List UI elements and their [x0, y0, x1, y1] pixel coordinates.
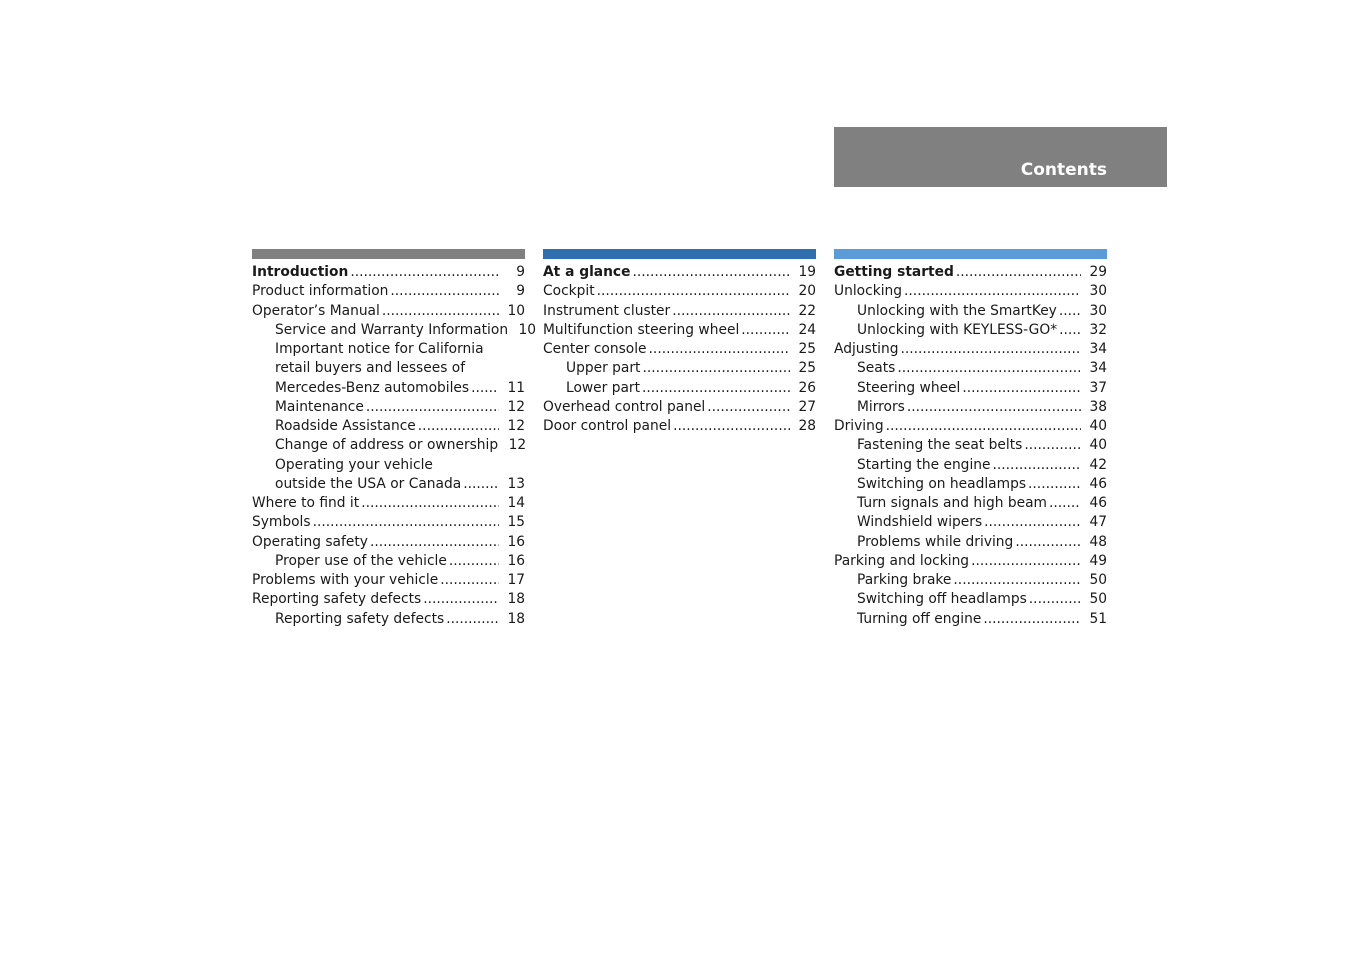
- toc-entry-title: Fastening the seat belts: [857, 437, 1023, 454]
- toc-entry[interactable]: [543, 417, 816, 436]
- toc-entry[interactable]: [252, 321, 537, 340]
- toc-leader-dots: [1029, 590, 1081, 609]
- toc-leader-dots: [463, 475, 499, 494]
- toc-entry-page: 25: [798, 341, 816, 357]
- toc-entry-title: Multifunction steering wheel: [543, 321, 740, 338]
- toc-entry-page: 10: [507, 302, 525, 319]
- toc-entry-page: 25: [798, 360, 816, 377]
- toc-entry[interactable]: [252, 417, 525, 436]
- toc-entry-title: Introduction: [252, 264, 349, 280]
- toc-entry-page: 50: [1089, 572, 1107, 588]
- toc-leader-dots: [993, 456, 1081, 475]
- toc-leader-dots: [632, 263, 790, 282]
- toc-entry-title: Problems with your vehicle: [252, 572, 439, 588]
- toc-entry-title: Windshield wipers: [857, 514, 983, 531]
- toc-leader-dots: [446, 610, 499, 629]
- toc-leader-dots: [971, 552, 1081, 571]
- toc-entry[interactable]: [834, 379, 1107, 398]
- toc-entry-page: 14: [507, 495, 525, 511]
- toc-entry-title: Problems while driving: [857, 533, 1014, 550]
- page-title: Contents: [1020, 160, 1107, 180]
- toc-leader-dots: [366, 398, 499, 417]
- toc-entries: [834, 263, 1107, 629]
- toc-entry-title: Switching on headlamps: [857, 475, 1027, 492]
- toc-entry[interactable]: [834, 340, 1107, 359]
- toc-entry[interactable]: [252, 282, 525, 301]
- toc-leader-dots: [1059, 302, 1081, 321]
- toc-entry[interactable]: [834, 571, 1107, 590]
- toc-entry[interactable]: [252, 302, 525, 321]
- toc-entry-page: 19: [798, 264, 816, 280]
- toc-leader-dots: [471, 379, 499, 398]
- toc-entry-title: Turning off engine: [857, 610, 982, 627]
- toc-entry-page: 46: [1089, 475, 1107, 492]
- toc-entry-page: 32: [1089, 321, 1107, 338]
- toc-entry[interactable]: [252, 379, 525, 398]
- toc-entry-title: Proper use of the vehicle: [275, 552, 447, 569]
- toc-entry-title: Unlocking: [834, 283, 903, 300]
- toc-entry[interactable]: [834, 533, 1107, 552]
- toc-entry-title: Switching off headlamps: [857, 591, 1027, 608]
- toc-entries: [543, 263, 816, 436]
- toc-entry[interactable]: [252, 436, 525, 455]
- toc-entry[interactable]: [543, 302, 816, 321]
- toc-leader-dots: [1015, 533, 1081, 552]
- toc-entry-title: Cockpit: [543, 283, 595, 300]
- toc-column-at-a-glance: [543, 249, 816, 436]
- toc-entry-title: Change of address or ownership: [275, 437, 499, 454]
- toc-entry-page: 17: [507, 572, 525, 588]
- toc-entry-title: Starting the engine: [857, 456, 991, 473]
- toc-entry-page: 50: [1089, 591, 1107, 608]
- toc-entry-title: Steering wheel: [857, 379, 961, 396]
- toc-leader-dots: [984, 513, 1081, 532]
- toc-leader-dots: [390, 282, 499, 301]
- toc-leader-dots: [449, 552, 499, 571]
- toc-entry-page: 18: [507, 610, 525, 627]
- section-bar: [834, 249, 1107, 259]
- toc-entry-page: 40: [1089, 418, 1107, 434]
- toc-leader-dots: [956, 263, 1081, 282]
- toc-leader-dots: [597, 282, 790, 301]
- toc-leader-dots: [673, 417, 790, 436]
- toc-leader-dots: [953, 571, 1081, 590]
- toc-entry[interactable]: [252, 513, 525, 532]
- toc-entry-page: 30: [1089, 283, 1107, 300]
- toc-entry[interactable]: [834, 359, 1107, 378]
- toc-entry-title: Service and Warranty Information: [275, 321, 509, 338]
- toc-entry[interactable]: [834, 456, 1107, 475]
- toc-entry-page: 10: [518, 321, 537, 338]
- toc-entry-page: 12: [508, 437, 527, 454]
- toc-entry-title: Operating safety: [252, 533, 368, 550]
- toc-entry-page: 20: [798, 283, 816, 300]
- toc-entry[interactable]: [834, 282, 1107, 301]
- toc-leader-dots: [983, 610, 1081, 629]
- toc-leader-dots: [904, 282, 1081, 301]
- toc-entries: [252, 263, 537, 629]
- toc-leader-dots: [649, 340, 790, 359]
- toc-leader-dots: [642, 379, 790, 398]
- toc-leader-dots: [361, 494, 499, 513]
- toc-entry-page: 48: [1089, 533, 1107, 550]
- toc-leader-dots: [886, 417, 1081, 436]
- toc-entry[interactable]: [834, 398, 1107, 417]
- toc-entry-title: Parking brake: [857, 572, 952, 588]
- toc-entry[interactable]: [252, 456, 525, 475]
- toc-entry[interactable]: [543, 263, 816, 282]
- toc-leader-dots: [907, 398, 1081, 417]
- toc-entry-page: 26: [798, 379, 816, 396]
- toc-entry[interactable]: [252, 475, 525, 494]
- toc-entry[interactable]: [543, 359, 816, 378]
- toc-entry-page: 13: [507, 475, 525, 492]
- toc-entry[interactable]: [834, 417, 1107, 436]
- toc-entry-title: Roadside Assistance: [275, 418, 416, 434]
- toc-entry-title: Center console: [543, 341, 647, 357]
- toc-entry-title: Maintenance: [275, 398, 364, 415]
- toc-entry[interactable]: [834, 321, 1107, 340]
- toc-entry-page: 22: [798, 302, 816, 319]
- toc-entry[interactable]: [252, 552, 525, 571]
- toc-entry-title: Reporting safety defects: [252, 591, 422, 608]
- toc-leader-dots: [897, 359, 1081, 378]
- contents-header: [834, 127, 1167, 187]
- toc-entry-title: outside the USA or Canada: [275, 475, 462, 492]
- toc-entry[interactable]: [543, 398, 816, 417]
- toc-entry-page: 16: [507, 552, 525, 569]
- toc-column-getting-started: [834, 249, 1107, 629]
- toc-entry-page: 11: [507, 379, 525, 396]
- toc-entry-page: 51: [1089, 610, 1107, 627]
- toc-leader-dots: [440, 571, 499, 590]
- toc-entry[interactable]: [834, 475, 1107, 494]
- toc-leader-dots: [741, 321, 790, 340]
- toc-leader-dots: [707, 398, 790, 417]
- toc-entry-title: retail buyers and lessees of: [275, 360, 466, 377]
- toc-entry[interactable]: [252, 494, 525, 513]
- toc-entry-title: Seats: [857, 360, 896, 377]
- toc-entry[interactable]: [834, 436, 1107, 455]
- toc-leader-dots: [900, 340, 1081, 359]
- toc-entry-title: Turn signals and high beam: [857, 495, 1047, 511]
- toc-leader-dots: [370, 533, 499, 552]
- toc-leader-dots: [418, 417, 499, 436]
- toc-entry[interactable]: [543, 379, 816, 398]
- toc-entry-page: 34: [1089, 360, 1107, 377]
- toc-entry[interactable]: [834, 590, 1107, 609]
- toc-entry[interactable]: [834, 513, 1107, 532]
- toc-column-introduction: [252, 249, 537, 629]
- toc-entry[interactable]: [543, 282, 816, 301]
- toc-entry-title: Reporting safety defects: [275, 610, 445, 627]
- toc-entry-page: 15: [507, 514, 525, 531]
- toc-entry-title: Symbols: [252, 514, 311, 531]
- toc-leader-dots: [672, 302, 790, 321]
- toc-entry-page: 27: [798, 398, 816, 415]
- toc-entry-page: 37: [1089, 379, 1107, 396]
- toc-leader-dots: [1028, 475, 1081, 494]
- toc-entry[interactable]: [834, 263, 1107, 282]
- toc-leader-dots: [962, 379, 1081, 398]
- toc-entry[interactable]: [252, 340, 525, 359]
- toc-entry-page: 24: [798, 321, 816, 338]
- toc-entry-page: 18: [507, 591, 525, 608]
- toc-entry-title: Operating your vehicle: [275, 456, 433, 473]
- toc-entry-title: Overhead control panel: [543, 398, 706, 415]
- toc-entry[interactable]: [252, 610, 525, 629]
- toc-entry-title: Upper part: [566, 360, 641, 377]
- toc-entry-page: 49: [1089, 552, 1107, 569]
- toc-entry-title: Parking and locking: [834, 552, 970, 569]
- toc-leader-dots: [642, 359, 790, 378]
- toc-entry-title: Mercedes-Benz automobiles: [275, 379, 470, 396]
- toc-entry-page: 30: [1089, 302, 1107, 319]
- toc-entry-title: Lower part: [566, 379, 641, 396]
- toc-entry-page: 34: [1089, 341, 1107, 357]
- toc-entry-page: 38: [1089, 398, 1107, 415]
- toc-entry-page: 40: [1089, 437, 1107, 454]
- toc-entry-title: Adjusting: [834, 341, 899, 357]
- toc-entry[interactable]: [834, 494, 1107, 513]
- toc-entry-title: Mirrors: [857, 398, 905, 415]
- toc-entry[interactable]: [252, 398, 525, 417]
- toc-entry-page: 9: [516, 283, 525, 300]
- toc-leader-dots: [1024, 436, 1081, 455]
- toc-entry-title: Driving: [834, 418, 884, 434]
- toc-leader-dots: [382, 302, 499, 321]
- toc-entry-page: 12: [507, 398, 525, 415]
- toc-entry-page: 9: [516, 264, 525, 280]
- toc-entry-title: Door control panel: [543, 418, 672, 434]
- toc-entry[interactable]: [252, 359, 525, 378]
- toc-entry[interactable]: [543, 321, 816, 340]
- toc-entry-page: 28: [798, 418, 816, 434]
- toc-entry-page: 12: [507, 418, 525, 434]
- toc-entry-title: Unlocking with KEYLESS-GO*: [857, 321, 1058, 338]
- toc-entry[interactable]: [252, 263, 525, 282]
- toc-entry-title: Where to find it: [252, 495, 360, 511]
- toc-entry-page: 46: [1089, 495, 1107, 511]
- toc-entry-title: Instrument cluster: [543, 302, 671, 319]
- toc-entry-title: Operator’s Manual: [252, 302, 380, 319]
- toc-entry[interactable]: [252, 533, 525, 552]
- section-bar: [252, 249, 525, 259]
- toc-entry[interactable]: [252, 571, 525, 590]
- toc-entry-title: Getting started: [834, 264, 954, 280]
- toc-leader-dots: [313, 513, 499, 532]
- toc-entry[interactable]: [834, 610, 1107, 629]
- toc-entry-page: 16: [507, 533, 525, 550]
- toc-leader-dots: [1049, 494, 1081, 513]
- toc-entry-title: Product information: [252, 283, 389, 300]
- toc-entry-page: 42: [1089, 456, 1107, 473]
- toc-leader-dots: [1059, 321, 1081, 340]
- toc-entry-title: Unlocking with the SmartKey: [857, 302, 1057, 319]
- toc-leader-dots: [423, 590, 499, 609]
- toc-entry-page: 47: [1089, 514, 1107, 531]
- toc-entry-title: At a glance: [543, 264, 631, 280]
- toc-entry[interactable]: [252, 590, 525, 609]
- toc-entry-title: Important notice for California: [275, 341, 484, 357]
- toc-entry[interactable]: [834, 552, 1107, 571]
- section-bar: [543, 249, 816, 259]
- toc-entry[interactable]: [543, 340, 816, 359]
- toc-entry-page: 29: [1089, 264, 1107, 280]
- toc-entry[interactable]: [834, 302, 1107, 321]
- toc-leader-dots: [350, 263, 499, 282]
